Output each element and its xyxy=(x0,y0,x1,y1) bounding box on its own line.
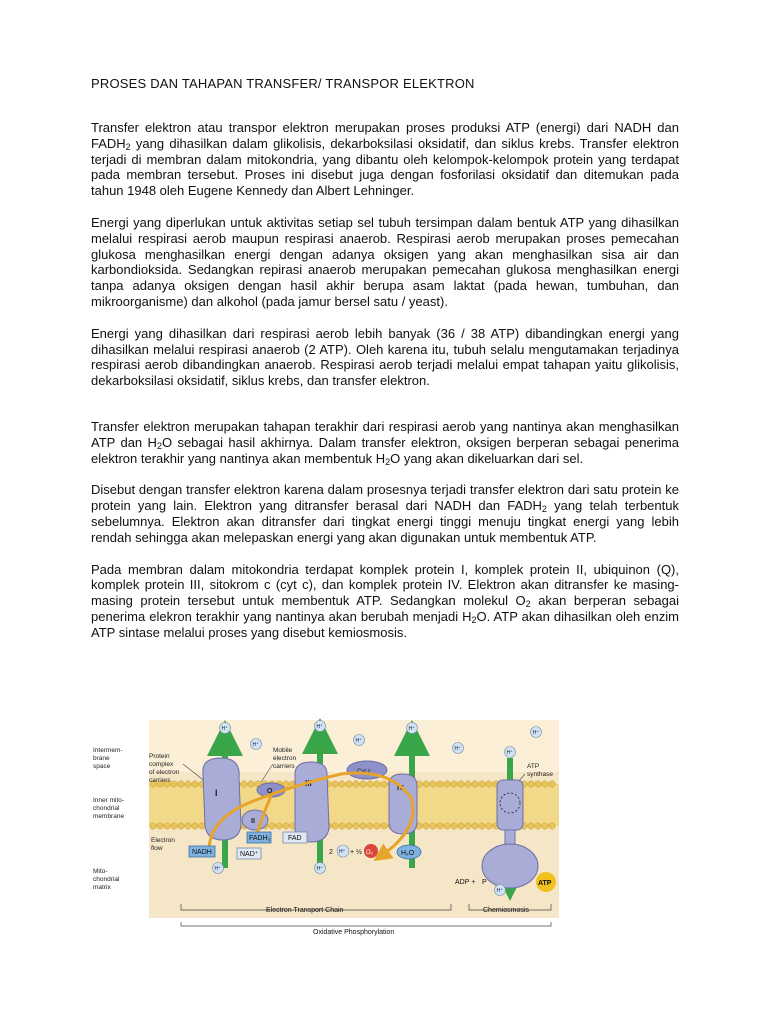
adp-p xyxy=(455,879,487,886)
phospholipid-head xyxy=(486,823,492,829)
phospholipid-head xyxy=(283,823,289,829)
svg-text:ATP: ATP xyxy=(527,763,540,770)
phospholipid-head xyxy=(458,781,464,787)
svg-text:carriers: carriers xyxy=(273,763,295,770)
phospholipid-head xyxy=(430,823,436,829)
phospholipid-head xyxy=(458,823,464,829)
hplus-ion-label: H⁺ xyxy=(506,750,513,756)
paragraph-3: Energi yang dihasilkan dari respirasi aerob lebih banyak (36 / 38 ATP) dibandingkan energi yang dihasilkan melalui respirasi anaerob (2 ATP). Oleh karena itu, tubuh selalu mengutamakan terjadinya respirasi aerob dibandingkan anaerob. Respirasi aerob terjadi melalui empat tahapan yaitu glikolisis, dekarboksilasi oksidatif, siklus krebs, dan transfer elektron. xyxy=(91,325,679,389)
phospholipid-head xyxy=(472,823,478,829)
hplus-ion-label: H⁺ xyxy=(532,730,539,736)
phospholipid-head xyxy=(171,781,177,787)
svg-text:synthase: synthase xyxy=(527,771,554,778)
phospholipid-head xyxy=(542,781,548,787)
svg-text:Mito-: Mito- xyxy=(93,868,108,875)
svg-text:II: II xyxy=(251,818,255,825)
paragraph-5: Disebut dengan transfer elektron karena dalam prosesnya terjadi transfer elektron dari satu protein ke protein yang lain. Elektron yang ditransfer berasal dari NADH dan $FADH_2$ yang telah terbentuk sebelumnya. Elektron akan ditransfer dari tingkat energi tinggi menuju tingkat energi yang lebih rendah sehingga akan melepaskan energi yang akan digunakan untuk membentuk ATP. xyxy=(91,482,679,545)
svg-text:I: I xyxy=(215,788,218,798)
nadh-label xyxy=(189,846,215,857)
phospholipid-head xyxy=(444,781,450,787)
phospholipid-head xyxy=(437,781,443,787)
svg-text:NADH: NADH xyxy=(192,849,212,856)
phospholipid-head xyxy=(535,823,541,829)
svg-text:membrane: membrane xyxy=(93,813,125,820)
phospholipid-head xyxy=(332,823,338,829)
phospholipid-head xyxy=(241,781,247,787)
phospholipid-head xyxy=(157,823,163,829)
phospholipid-head xyxy=(374,823,380,829)
phospholipid-head xyxy=(465,781,471,787)
phospholipid-head xyxy=(346,823,352,829)
phospholipid-head xyxy=(535,781,541,787)
phospholipid-head xyxy=(381,781,387,787)
fad-label xyxy=(283,832,307,843)
phospholipid-head xyxy=(164,823,170,829)
water-product xyxy=(397,845,421,859)
hplus-ion-label: H⁺ xyxy=(355,738,362,744)
svg-text:brane: brane xyxy=(93,755,110,762)
phospholipid-head xyxy=(185,823,191,829)
svg-text:of electron: of electron xyxy=(149,769,180,776)
svg-text:+ ½: + ½ xyxy=(350,849,362,856)
svg-text:Inner mito-: Inner mito- xyxy=(93,797,125,804)
phospholipid-head xyxy=(430,781,436,787)
svg-text:P: P xyxy=(482,879,487,886)
document-title: PROSES DAN TAHAPAN TRANSFER/ TRANSPOR ELEKTRON xyxy=(91,76,475,91)
svg-text:Oxidative Phosphorylation: Oxidative Phosphorylation xyxy=(313,929,395,936)
phospholipid-head xyxy=(528,823,534,829)
phospholipid-head xyxy=(199,823,205,829)
atp-product xyxy=(536,872,556,892)
hplus-ion-label: H⁺ xyxy=(214,866,221,872)
phospholipid-head xyxy=(360,781,366,787)
svg-text:FADH₂: FADH₂ xyxy=(249,835,271,842)
svg-text:Intermem-: Intermem- xyxy=(93,747,123,754)
document-page xyxy=(91,76,679,641)
phospholipid-head xyxy=(339,823,345,829)
phospholipid-head xyxy=(150,823,156,829)
phospholipid-head xyxy=(192,823,198,829)
phospholipid-head xyxy=(276,823,282,829)
phospholipid-head xyxy=(346,781,352,787)
svg-text:NAD⁺: NAD⁺ xyxy=(240,851,259,858)
svg-text:space: space xyxy=(93,763,111,770)
phospholipid-head xyxy=(332,781,338,787)
phospholipid-head xyxy=(178,823,184,829)
hplus-ion-label: H⁺ xyxy=(454,746,461,752)
phospholipid-head xyxy=(486,781,492,787)
svg-text:H₂O: H₂O xyxy=(401,850,415,857)
phospholipid-head xyxy=(465,823,471,829)
svg-text:flow: flow xyxy=(151,845,163,852)
phospholipid-head xyxy=(549,781,555,787)
phospholipid-head xyxy=(451,823,457,829)
phospholipid-head xyxy=(528,781,534,787)
nad-label xyxy=(237,848,261,859)
phospholipid-head xyxy=(479,823,485,829)
svg-text:Chemiosmosis: Chemiosmosis xyxy=(483,907,529,914)
svg-text:H⁺: H⁺ xyxy=(339,849,346,855)
svg-text:O₂: O₂ xyxy=(366,850,373,856)
svg-text:carriers: carriers xyxy=(149,777,171,784)
fadh2-label xyxy=(247,832,271,843)
svg-text:matrix: matrix xyxy=(93,884,111,891)
phospholipid-head xyxy=(248,781,254,787)
complex-i xyxy=(203,758,241,840)
phospholipid-head xyxy=(472,781,478,787)
phospholipid-head xyxy=(437,823,443,829)
paragraph-4: Transfer elektron merupakan tahapan terakhir dari respirasi aerob yang nantinya akan menghasilkan ATP dan $H_2O$ sebagai hasil akhirnya. Dalam transfer elektron, oksigen berperan sebagai penerima elektron terakhir yang nantinya akan membentuk $H_2O$ yang akan dikeluarkan dari sel. xyxy=(91,418,679,467)
hplus-ion-label: H⁺ xyxy=(316,724,323,730)
paragraph-6: Pada membran dalam mitokondria terdapat komplek protein I, komplek protein II, ubiquinon (Q), komplek protein III, sitokrom c (cyt c), dan komplek protein IV. Elektron akan ditransfer ke masing-masing protein tersebut untuk membentuk ATP. Sedangkan molekul $O_2$ akan berperan sebagai penerima elekron terakhir yang nantinya akan berubah menjadi $H_2O$. ATP akan dihasilkan oleh enzim ATP sintase melalui proses yang disebut kemiosmosis. xyxy=(91,561,679,640)
svg-text:2: 2 xyxy=(329,849,333,856)
phospholipid-head xyxy=(185,781,191,787)
phospholipid-head xyxy=(542,823,548,829)
phospholipid-head xyxy=(423,823,429,829)
phospholipid-head xyxy=(192,781,198,787)
svg-text:FAD: FAD xyxy=(288,835,302,842)
phospholipid-head xyxy=(479,781,485,787)
phospholipid-head xyxy=(178,781,184,787)
svg-text:Mobile: Mobile xyxy=(273,747,293,754)
svg-text:IV: IV xyxy=(397,785,404,792)
phospholipid-head xyxy=(367,823,373,829)
paragraph-1: Transfer elektron atau transpor elektron merupakan proses produksi ATP (energi) dari NADH dan $FADH_2$ yang dihasilkan dalam glikolisis, dekarboksilasi oksidatif, dan siklus krebs. Transfer elektron terjadi di membran dalam mitokondria, yang dibantu oleh kelompok-kelompok protein yang terdapat pada membran tersebut. Proses ini disebut juga dengan fosforilasi oksidatif dan ditemukan pada tahun 1948 oleh Eugene Kennedy dan Albert Lehninger. xyxy=(91,120,679,199)
phospholipid-head xyxy=(269,823,275,829)
phospholipid-head xyxy=(339,781,345,787)
phospholipid-head xyxy=(451,781,457,787)
phospholipid-head xyxy=(171,823,177,829)
svg-text:Cyt c: Cyt c xyxy=(357,769,371,775)
svg-text:complex: complex xyxy=(149,761,174,768)
svg-text:Protein: Protein xyxy=(149,753,170,760)
phospholipid-head xyxy=(549,823,555,829)
svg-text:electron: electron xyxy=(273,755,297,762)
svg-text:Electron: Electron xyxy=(151,837,175,844)
figure-svg xyxy=(91,718,562,940)
svg-text:Electron Transport Chain: Electron Transport Chain xyxy=(266,907,344,914)
phospholipid-head xyxy=(381,823,387,829)
paragraph-2: Energi yang diperlukan untuk aktivitas setiap sel tubuh tersimpan dalam bentuk ATP yang dihasilkan melalui respirasi aerob maupun respirasi anaerob. Respirasi aerob merupakan proses pemecahan glukosa menghasilkan energi dengan adanya oksigen yang akan menghasilkan sisa air dan karbondioksida. Sedangkan repirasi anaerob merupakan pemecahan glukosa menghasilkan energi tanpa adanya oksigen dengan hasil akhir berupa asam laktat (pada hewan, tumbuhan, dan mikroorganisme) dan alkohol (pada jamur bersel satu / yeast). xyxy=(91,214,679,309)
phospholipid-head xyxy=(374,781,380,787)
svg-text:chondrial: chondrial xyxy=(93,805,120,812)
svg-text:Q: Q xyxy=(267,788,273,795)
hplus-ion-label: H⁺ xyxy=(252,742,259,748)
phospholipid-head xyxy=(367,781,373,787)
hplus-ion-label: H⁺ xyxy=(408,726,415,732)
svg-text:III: III xyxy=(305,779,312,788)
svg-text:chondrial: chondrial xyxy=(93,876,120,883)
hplus-ion-label: H⁺ xyxy=(316,866,323,872)
phospholipid-head xyxy=(423,781,429,787)
svg-text:ADP +: ADP + xyxy=(455,879,476,886)
phospholipid-head xyxy=(360,823,366,829)
svg-text:ATP: ATP xyxy=(538,880,552,887)
phospholipid-head xyxy=(283,781,289,787)
phospholipid-head xyxy=(444,823,450,829)
hplus-ion-label: H⁺ xyxy=(496,888,503,894)
hplus-ion-label: H⁺ xyxy=(221,726,228,732)
complex-iii xyxy=(295,762,329,842)
phospholipid-head xyxy=(353,781,359,787)
phospholipid-head xyxy=(353,823,359,829)
electron-transport-figure xyxy=(91,718,562,940)
